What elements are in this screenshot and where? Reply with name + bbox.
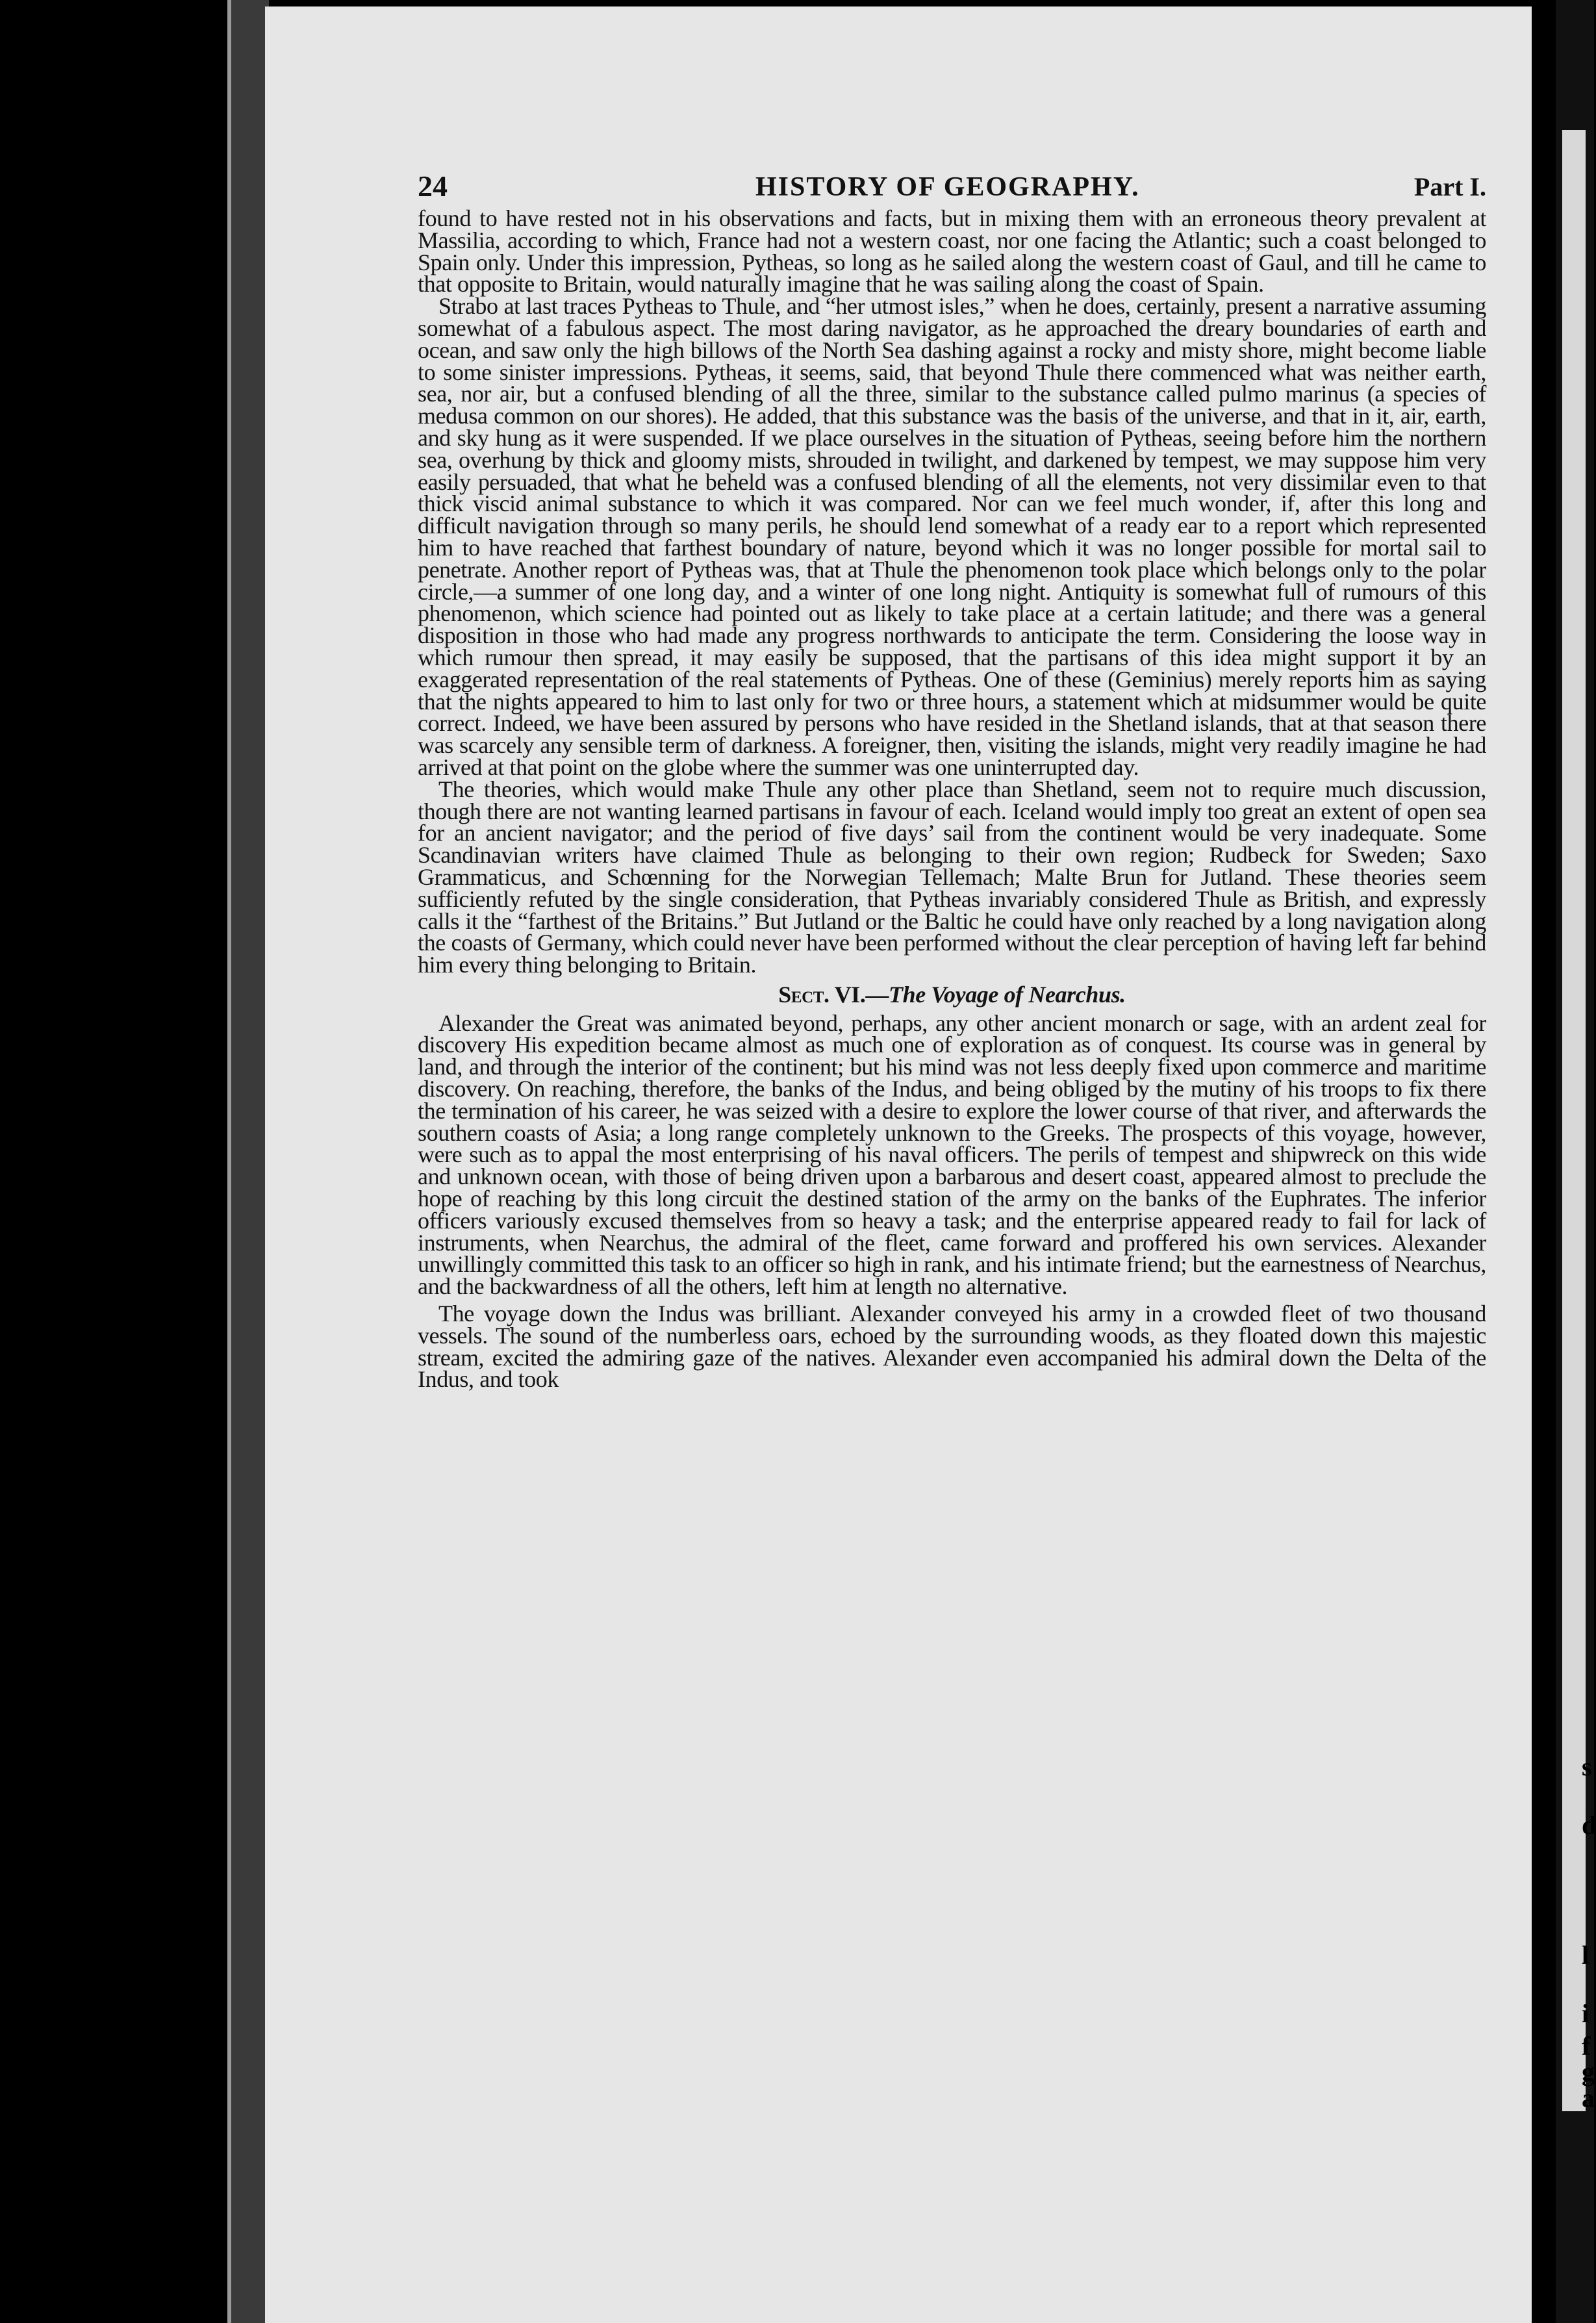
running-title: HISTORY OF GEOGRAPHY. <box>755 172 1140 202</box>
section-title: The Voyage of Nearchus. <box>889 981 1126 1008</box>
paragraph: Alexander the Great was animated beyond, perhaps, any other ancient monarch or sage, with an ardent zeal for discovery His expedition became almost as much one of exploration as of conquest. Its course was in general by land, and through the interior of the continent; but his mind was not less deeply fixed upon commerce and maritime discovery. On reaching, therefore, the banks of the Indus, and being obliged by the mutiny of his troops to fix there the termination of his career, he was seized with a desire to explore the lower course of that river, and afterwards the southern coasts of Asia; a long range completely unknown to the Greeks. The prospects of this voyage, however, were such as to appal the most enterprising of his naval officers. The perils of tempest and shipwreck on this wide and unknown ocean, with those of being driven upon a barbarous and desert coast, appeared almost to preclude the hope of reaching by this long circuit the destined station of the army on the banks of the Euphrates. The inferior officers variously excused themselves from so heavy a task; and the enterprise appeared ready to fail for lack of instruments, when Nearchus, the admiral of the fleet, came forward and proffered his own services. Alexander unwillingly committed this task to an officer so high in rank, and his intimate friend; but the earnestness of Nearchus, and the backwardness of all the others, left him at length no alternative. <box>418 1009 1486 1300</box>
part-label: Part I. <box>1413 172 1486 201</box>
edge-letter: l <box>1582 1940 1590 1970</box>
scanner-frame-left <box>227 0 269 2323</box>
edge-letter: a <box>1582 2083 1595 2113</box>
section-heading <box>418 981 1486 1008</box>
body-text <box>418 205 1486 1393</box>
paragraph: The theories, which would make Thule any other place than Shetland, seem not to require much discussion, though there are not wanting learned partisans in favour of each. Iceland would imply too great an extent of open sea for an ancient navigator; and the period of five days’ sail from the continent would be very inadequate. Some Scandinavian writers have claimed Thule as belonging to their own region; Rudbeck for Sweden; Saxo Grammaticus, and Schœnning for the Norwegian Tellemach; Malte Brun for Jutland. These theories seem sufficiently refuted by the single consideration, that Pytheas invariably considered Thule as British, and expressly calls it the “farthest of the Britains.” But Jutland or the Baltic he could have only reached by a long navigation along the coasts of Germany, which could never have been performed without the clear perception of having left far behind him every thing belonging to Britain. <box>418 776 1486 978</box>
edge-letter: s <box>1582 1752 1592 1781</box>
page-number: 24 <box>418 170 448 203</box>
edge-letter: g <box>1582 2057 1595 2087</box>
section-label: Sect. VI.— <box>778 981 889 1008</box>
paragraph: found to have rested not in his observations and facts, but in mixing them with an erroneous theory prevalent at Massilia, according to which, France had not a western coast, nor one facing the Atlantic; such a coast belonged to Spain only. Under this impression, Pytheas, so long as he sailed along the western coast of Gaul, and till he came to that opposite to Britain, would naturally imagine that he was sailing along the coast of Spain. <box>418 205 1486 298</box>
book-page <box>265 6 1532 2323</box>
edge-letter: i <box>1582 1999 1590 2028</box>
paragraph: The voyage down the Indus was brilliant. Alexander conveyed his army in a crowded fleet of two thousand vessels. The sound of the numberless oars, echoed by the surrounding woods, as they floated down this majestic stream, excited the admiring gaze of the natives. Alexander even accompanied his admiral down the Delta of the Indus, and took <box>418 1301 1486 1393</box>
edge-letter: d <box>1582 1810 1596 1840</box>
edge-letter: f <box>1582 2031 1591 2061</box>
running-head <box>418 169 1486 208</box>
paragraph: Strabo at last traces Pytheas to Thule, and “her utmost isles,” when he does, certainly, present a narrative assuming somewhat of a fabulous aspect. The most daring navigator, as he approached the dreary boundaries of earth and ocean, and saw only the high billows of the North Sea dashing against a rocky and misty shore, might become liable to some sinister impressions. Pytheas, it seems, said, that beyond Thule there commenced what was neither earth, sea, nor air, but a confused blending of all the three, similar to the substance called pulmo marinus (a species of medusa common on our shores). He added, that this substance was the basis of the universe, and that in it, air, earth, and sky hung as it were suspended. If we place ourselves in the situation of Pytheas, seeing before him the northern sea, overhung by thick and gloomy mists, shrouded in twilight, and darkened by tempest, we may suppose him very easily persuaded, that what he beheld was a confused blending of all the elements, not very dissimilar even to that thick viscid animal substance to which it was compared. Nor can we feel much wonder, if, after this long and difficult navigation through so many perils, he should lend somewhat of a ready ear to a report which represented him to have reached that farthest boundary of nature, beyond which it was no longer possible for mortal sail to penetrate. Another report of Pytheas was, that at Thule the phenomenon took place which belongs only to the polar circle,—a summer of one long day, and a winter of one long night. Antiquity is somewhat full of rumours of this phenomenon, which science had pointed out as likely to take place at a certain latitude; and there was a general disposition in those who had made any progress northwards to anticipate the term. Considering the loose way in which rumour then spread, it may easily be supposed, that the partisans of this idea might support it by an exaggerated representation of the real statements of Pytheas. One of these (Geminius) merely reports him as saying that the nights appeared to him to last only for two or three hours, a statement which at midsummer would be quite correct. Indeed, we have been assured by persons who have resided in the Shetland islands, that at that season there was scarcely any sensible term of darkness. A foreigner, then, visiting the islands, might very readily imagine he had arrived at that point on the globe where the summer was one uninterrupted day. <box>418 293 1486 780</box>
adjacent-page-edge <box>1556 0 1594 2323</box>
